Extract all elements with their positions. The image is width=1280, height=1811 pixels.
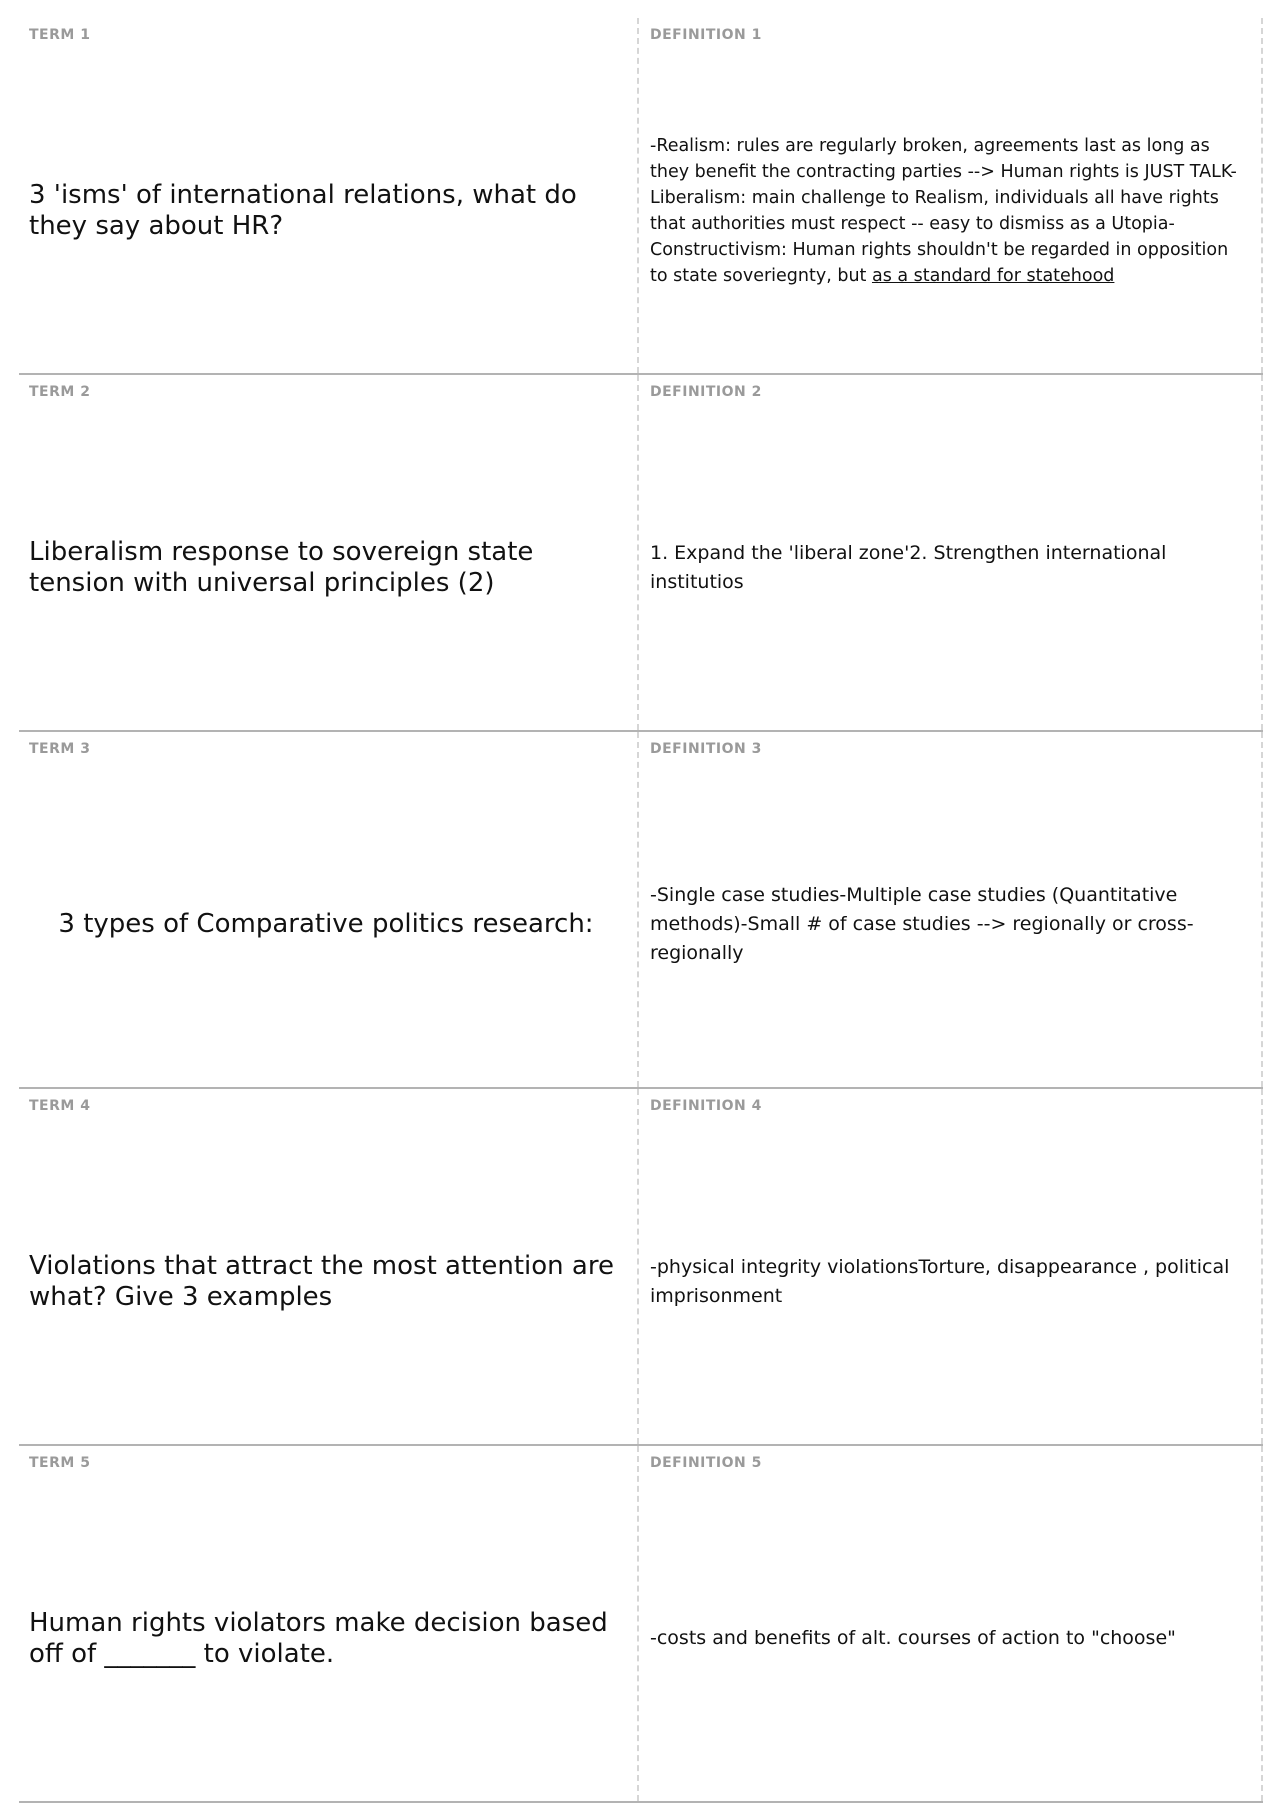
- definition-cell: [639, 1089, 1263, 1444]
- term-cell: [19, 732, 639, 1087]
- definition-cell: [639, 1446, 1263, 1801]
- term-label: TERM 1: [29, 27, 91, 43]
- definition-text: -Single case studies-Multiple case studies (Quantitative methods)-Small # of case studies --> regionally or cross-regionally: [650, 884, 1194, 964]
- term-text: Human rights violators make decision based off of _______ to violate.: [29, 1607, 608, 1669]
- definition-text-main: -Realism: rules are regularly broken, agreements last as long as they benefit the contracting parties --> Human rights is JUST TALK-Liberalism: main challenge to Realism, individuals all have rights that authorities must respect -- easy to dismiss as a Utopia-Constructivism: Human rights shouldn't be regarded in opposition to state soveriegnty, but: [650, 135, 1237, 286]
- term-cell: [19, 18, 639, 373]
- definition-label: DEFINITION 5: [650, 1455, 762, 1471]
- card-row: [19, 1446, 1263, 1803]
- definition-text: -costs and benefits of alt. courses of action to "choose": [650, 1627, 1176, 1649]
- definition-cell: [639, 375, 1263, 730]
- term-text: 3 'isms' of international relations, what do they say about HR?: [29, 179, 577, 241]
- term-text: Violations that attract the most attention are what? Give 3 examples: [29, 1250, 614, 1312]
- definition-label: DEFINITION 4: [650, 1098, 762, 1114]
- term-cell: [19, 1446, 639, 1801]
- definition-label: DEFINITION 1: [650, 27, 762, 43]
- term-label: TERM 3: [29, 741, 91, 757]
- flashcard-sheet: [19, 18, 1263, 1803]
- card-row: [19, 18, 1263, 375]
- card-row: [19, 732, 1263, 1089]
- term-cell: [19, 1089, 639, 1444]
- card-row: [19, 375, 1263, 732]
- definition-text: 1. Expand the 'liberal zone'2. Strengthen international institutios: [650, 541, 1167, 593]
- definition-cell: [639, 732, 1263, 1087]
- definition-text-underlined: as a standard for statehood: [871, 265, 1115, 286]
- term-label: TERM 4: [29, 1098, 91, 1114]
- definition-text: -physical integrity violationsTorture, disappearance , political imprisonment: [650, 1255, 1230, 1307]
- term-cell: [19, 375, 639, 730]
- definition-text: [650, 133, 1251, 289]
- card-row: [19, 1089, 1263, 1446]
- term-text: 3 types of Comparative politics research:: [58, 909, 594, 939]
- term-text: Liberalism response to sovereign state tension with universal principles (2): [29, 536, 534, 598]
- term-label: TERM 2: [29, 384, 91, 400]
- definition-label: DEFINITION 2: [650, 384, 762, 400]
- term-label: TERM 5: [29, 1455, 91, 1471]
- definition-cell: [639, 18, 1263, 373]
- definition-label: DEFINITION 3: [650, 741, 762, 757]
